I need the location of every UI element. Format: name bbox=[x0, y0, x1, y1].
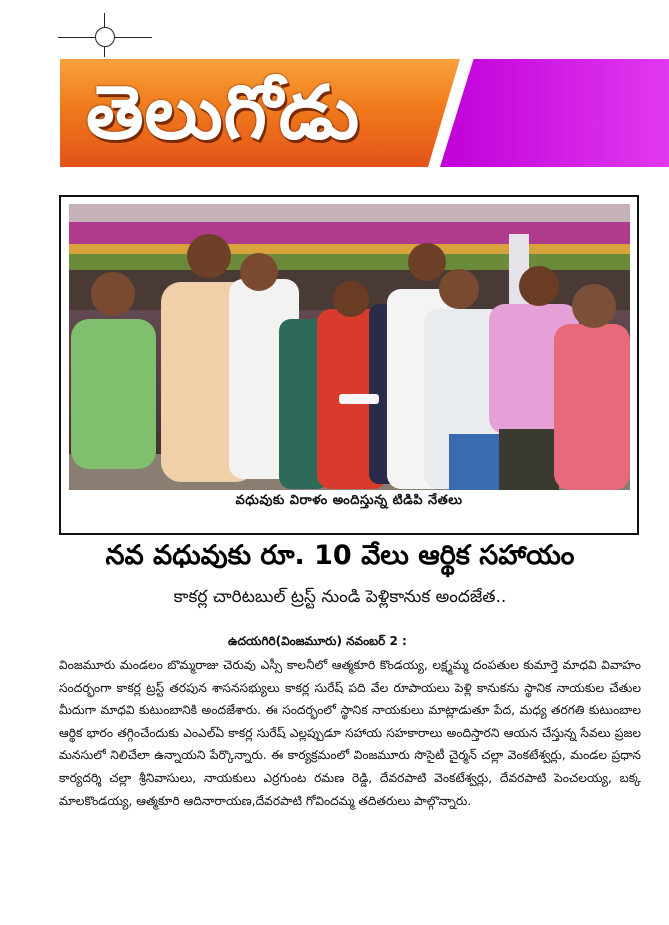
registration-mark-circle bbox=[95, 27, 115, 47]
news-photo-illustration bbox=[69, 204, 630, 490]
photo-caption: వధువుకు విరాళం అందిస్తున్న టిడిపి నేతలు bbox=[235, 493, 463, 508]
article-subheadline: కాకర్ల చారిటబుల్ ట్రస్ట్ నుండి పెళ్లికానుక అందజేత.. bbox=[173, 587, 507, 607]
news-photo bbox=[69, 204, 630, 490]
photo-frame bbox=[59, 195, 639, 535]
masthead-banner bbox=[60, 59, 669, 167]
masthead-purple-panel bbox=[440, 59, 669, 167]
article-dateline: ఉదయగిరి(వింజమూరు) నవంబర్ 2 : bbox=[228, 634, 407, 648]
article-headline: నవ వధువుకు రూ. 10 వేలు ఆర్థిక సహాయం bbox=[105, 540, 575, 571]
article-body: వింజమూరు మండలం బొమ్మరాజు చెరువు ఎస్సీ కాలనీలో ఆత్మకూరి కొండయ్య, లక్ష్మమ్మ దంపతుల కుమార్తె మాధవి వివాహం సందర్భంగా కాకర్ల ట్రస్ట్ తరపున శాసనసభ్యులు కాకర్ల సురేష్ పది వేల రూపాయలు పెళ్లి కానుకను స్థానిక నాయకుల చేతుల మీదుగా మాధవి కుటుంబానికి అందజేశారు. ఈ సందర్భంలో స్థానిక నాయకులు మాట్లాడుతూ పేద, మధ్య తరగతి కుటుంబాల ఆర్థిక భారం తగ్గించేందుకు ఎంఎల్ఏ కాకర్ల సురేష్ ఎల్లప్పుడూ సహాయ సహకారాలు అందిస్తారని ఆయన చేస్తున్న సేవలు ప్రజల మనసులో నిలిచేలా ఉన్నాయని పేర్కొన్నారు. ఈ కార్యక్రమంలో వింజమూరు సొసైటీ చైర్మన్ చల్లా వెంకటేశ్వర్లు, మండల ప్రధాన కార్యదర్శి చల్లా శ్రీనివాసులు, నాయకులు ఎర్రగుంట రమణ రెడ్డి, దేవరపాటి వెంకటేశ్వర్లు, దేవరపాటి పెంచలయ్య, బక్క మాలకొండయ్య, ఆత్మకూరి ఆదినారాయణ,దేవరపాటి గోవిందమ్మ తదితరులు పాల్గొన్నారు. bbox=[59, 658, 641, 808]
masthead-title: తెలుగోడు bbox=[86, 70, 361, 156]
